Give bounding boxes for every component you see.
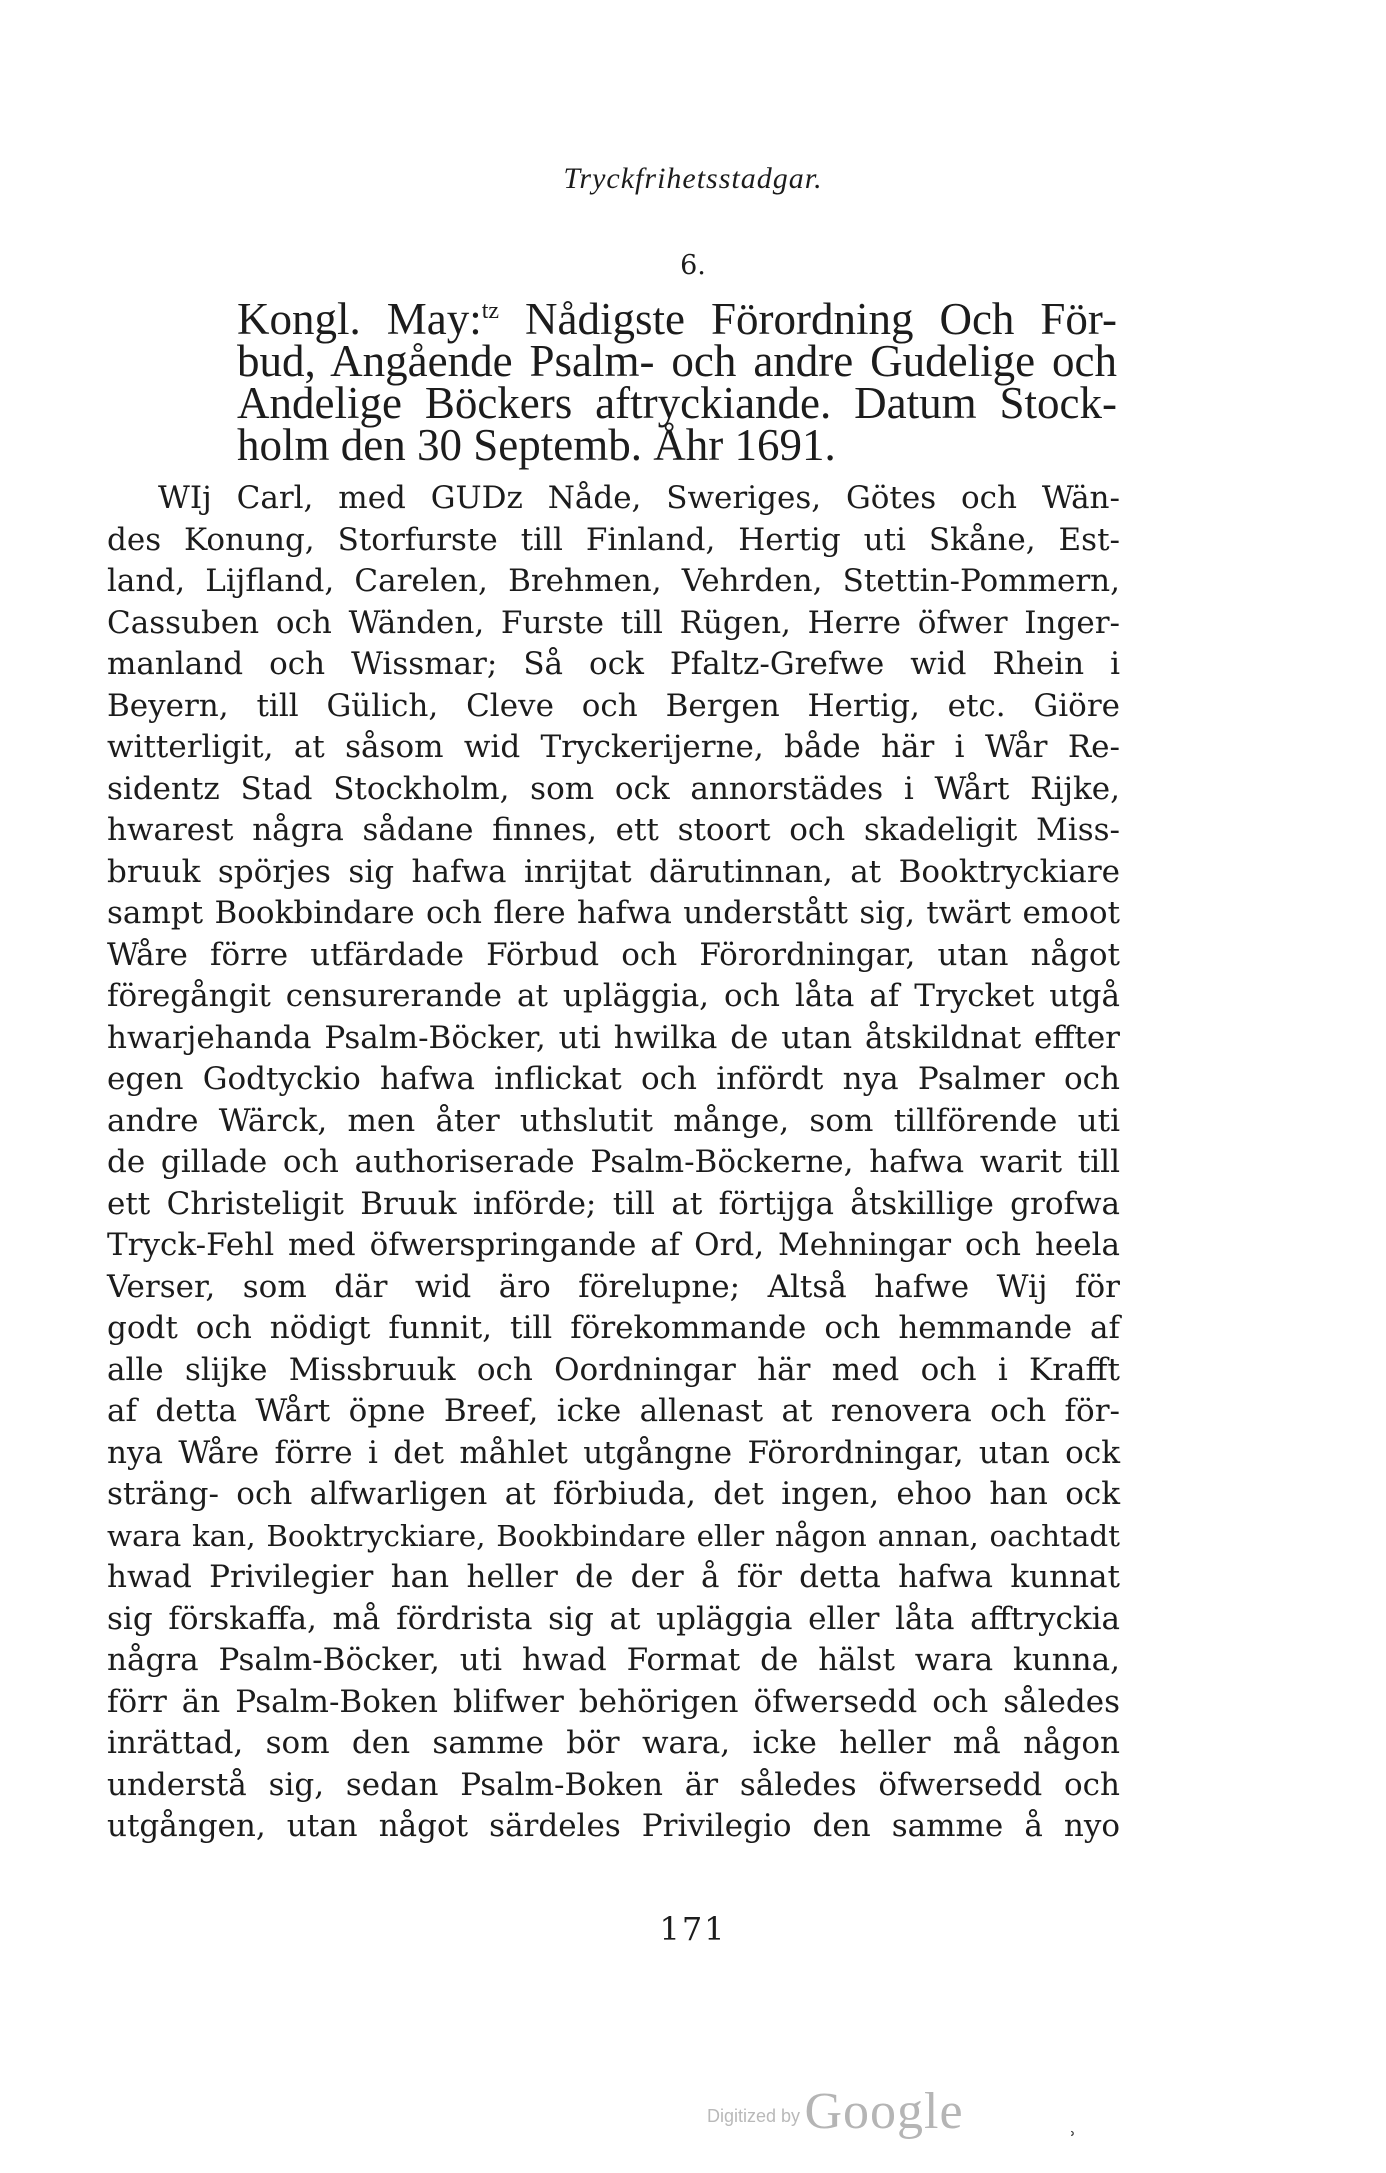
body-line: sträng- och alfwarligen at förbiuda, det ingen, ehoo han ock: [107, 1476, 1120, 1512]
body-line: några Psalm-Böcker, uti hwad Format de hälst wara kunna,: [107, 1642, 1120, 1678]
body-line: inrättad, som den samme bör wara, icke heller må någon: [107, 1725, 1120, 1761]
body-line: af detta Wårt öpne Breef, icke allenast at renovera och för-: [107, 1393, 1120, 1429]
heading-line: holm den 30 Septemb. Åhr 1691.: [237, 420, 836, 470]
body-line: egen Godtyckio hafwa inflickat och infördt nya Psalmer och: [107, 1061, 1120, 1097]
body-line: understå sig, sedan Psalm-Boken är således öfwersedd och: [107, 1766, 1120, 1803]
google-logo: Google: [804, 2083, 964, 2140]
body-line: andre Wärck, men åter uthslutit månge, som tillförende uti: [107, 1102, 1120, 1139]
body-line: bruuk spörjes sig hafwa inrijtat därutinnan, at Booktryckiare: [107, 853, 1120, 890]
body-paragraph: [107, 478, 1120, 1848]
body-line: witterligit, at såsom wid Tryckerijerne, både här i Wår Re-: [107, 729, 1120, 765]
body-line: Wåre förre utfärdade Förbud och Förordningar, utan något: [107, 936, 1120, 973]
body-line: föregångit censurerande at upläggia, och låta af Trycket utgå: [107, 978, 1120, 1014]
body-line: sig förskaffa, må fördrista sig at upläggia eller låta afftryckia: [107, 1600, 1120, 1637]
heading-superscript: tz: [481, 298, 500, 324]
heading-line: Andelige Böckers aftryckiande. Datum Stock-: [237, 378, 1117, 428]
body-line: Beyern, till Gülich, Cleve och Bergen Hertig, etc. Giöre: [107, 687, 1120, 724]
body-line: alle slijke Missbruuk och Oordningar här med och i Krafft: [107, 1351, 1120, 1388]
body-line: förr än Psalm-Boken blifwer behörigen öfwersedd och således: [107, 1683, 1120, 1720]
body-line: manland och Wissmar; Så ock Pfaltz-Grefwe wid Rhein i: [107, 646, 1120, 682]
body-line: Cassuben och Wänden, Furste till Rügen, Herre öfwer Inger-: [107, 604, 1120, 641]
page-number: 171: [659, 1910, 727, 1948]
body-line: nya Wåre förre i det måhlet utgångne Förordningar, utan ock: [107, 1434, 1120, 1471]
body-line: Tryck-Fehl med öfwerspringande af Ord, Mehningar och heela: [107, 1227, 1120, 1263]
digitized-by-watermark: [707, 2082, 964, 2141]
stray-mark: ˒: [1070, 2122, 1077, 2146]
heading-line: bud, Angående Psalm- och andre Gudelige och: [237, 336, 1117, 386]
running-head: Tryckfrihetsstadgar.: [563, 162, 823, 195]
digitized-prefix: Digitized by: [707, 2106, 801, 2126]
body-line: sidentz Stad Stockholm, som ock annorstädes i Wårt Rijke,: [107, 770, 1120, 807]
body-line: hwarjehanda Psalm-Böcker, uti hwilka de utan åtskildnat effter: [107, 1019, 1120, 1056]
ordinance-heading: [237, 294, 1117, 470]
body-line: sampt Bookbindare och flere hafwa understått sig, twärt emoot: [107, 895, 1120, 931]
heading-line: Kongl. May:$^{tz}$ Nådigste Förordning Och För-: [237, 294, 1117, 344]
body-line: ett Christeligit Bruuk införde; till at förtijga åtskillige grofwa: [107, 1185, 1120, 1222]
body-line: Verser, som där wid äro förelupne; Altså hafwe Wij för: [107, 1268, 1120, 1305]
body-line: godt och nödigt funnit, till förekommande och hemmande af: [107, 1310, 1120, 1346]
body-line: WIj Carl, med GUDz Nåde, Sweriges, Götes och Wän-: [158, 480, 1120, 516]
body-line: land, Lijfland, Carelen, Brehmen, Vehrden, Stettin-Pommern,: [107, 563, 1120, 599]
body-line: des Konung, Storfurste till Finland, Hertig uti Skåne, Est-: [107, 521, 1120, 558]
section-number: 6.: [680, 250, 706, 281]
body-line: hwarest några sådane finnes, ett stoort och skadeligit Miss-: [107, 812, 1120, 848]
body-line: utgången, utan något särdeles Privilegio den samme å nyo: [107, 1808, 1120, 1844]
body-line: wara kan, Booktryckiare, Bookbindare eller någon annan, oachtadt: [107, 1518, 1120, 1553]
body-line: hwad Privilegier han heller de der å för detta hafwa kunnat: [107, 1559, 1120, 1595]
body-line: de gillade och authoriserade Psalm-Böckerne, hafwa warit till: [107, 1144, 1120, 1180]
